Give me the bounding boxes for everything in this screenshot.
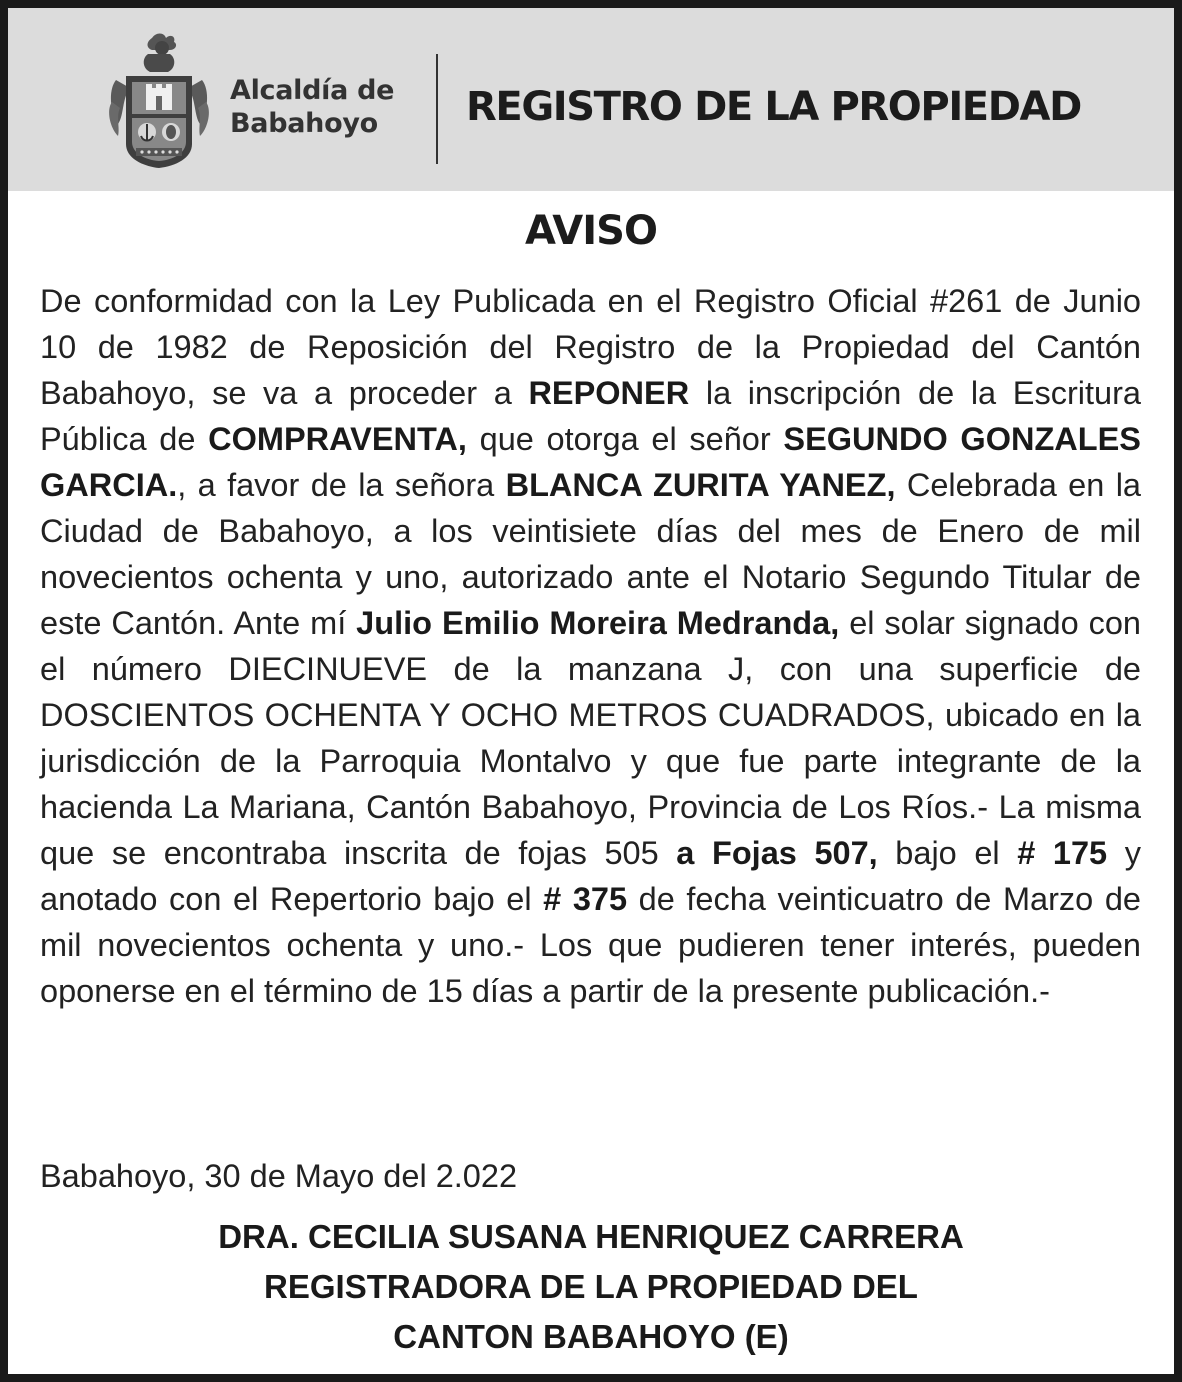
body-text: , a favor de la señora bbox=[177, 467, 506, 503]
emphasized-text: BLANCA ZURITA YANEZ, bbox=[505, 467, 896, 503]
emphasized-text: Julio Emilio Moreira Medranda, bbox=[356, 605, 840, 641]
body-text: de fecha veinticuatro de Marzo de mil novecientos ochenta y uno.- Los que pudieren tener interés, pueden oponerse en el término de 15 días a partir de la presente publicación.- bbox=[40, 881, 1141, 1009]
emphasized-text: SEGUNDO GONZALES GARCIA. bbox=[40, 421, 1141, 503]
body-text: bajo el bbox=[877, 835, 1018, 871]
dateline: Babahoyo, 30 de Mayo del 2.022 bbox=[40, 1158, 518, 1194]
emphasized-text: # 175 bbox=[1017, 835, 1108, 871]
body-text: y anotado con el Repertorio bajo el bbox=[40, 835, 1141, 917]
municipal-crest-icon bbox=[106, 32, 212, 172]
notice-body bbox=[40, 278, 1141, 1014]
body-text: De conformidad con la Ley Publicada en el Registro Oficial #261 de Junio 10 de 1982 de Reposición del Registro de la Propiedad del Cantón Babahoyo, se va a proceder a bbox=[40, 283, 1141, 411]
signatory-title: REGISTRADORA DE LA PROPIEDAD DEL bbox=[264, 1268, 918, 1305]
emphasized-text: a Fojas 507, bbox=[676, 835, 878, 871]
body-text: que otorga el señor bbox=[466, 421, 784, 457]
brand-name bbox=[230, 74, 394, 140]
office-title: REGISTRO DE LA PROPIEDAD bbox=[466, 84, 1081, 130]
emphasized-text: # 375 bbox=[543, 881, 628, 917]
brand-line-1: Alcaldía de bbox=[230, 75, 395, 106]
body-text: la inscripción de la Escritura Pública de bbox=[40, 375, 1141, 457]
body-text: el solar signado con el número DIECINUEVE de la manzana J, con una superficie de DOSCIENTOS OCHENTA Y OCHO METROS CUADRADOS, ubicado en la jurisdicción de la Parroquia Montalvo y que fue parte integrante de la hacienda La Mariana, Cantón Babahoyo, Provincia de Los Ríos.- La misma que se encontraba inscrita de fojas 505 bbox=[40, 605, 1141, 871]
signatory-jurisdiction: CANTON BABAHOYO (E) bbox=[393, 1318, 789, 1355]
signature-block bbox=[8, 1212, 1174, 1362]
header-divider bbox=[436, 54, 438, 164]
emphasized-text: REPONER bbox=[528, 375, 690, 411]
notice-heading: AVISO bbox=[525, 208, 657, 254]
brand-line-2: Babahoyo bbox=[230, 108, 378, 139]
body-text: Celebrada en la Ciudad de Babahoyo, a los veintisiete días del mes de Enero de mil novecientos ochenta y uno, autorizado ante el Notario Segundo Titular de este Cantón. Ante mí bbox=[40, 467, 1141, 641]
header-banner bbox=[8, 8, 1174, 191]
signatory-name: DRA. CECILIA SUSANA HENRIQUEZ CARRERA bbox=[218, 1218, 964, 1255]
emphasized-text: COMPRAVENTA, bbox=[208, 421, 467, 457]
